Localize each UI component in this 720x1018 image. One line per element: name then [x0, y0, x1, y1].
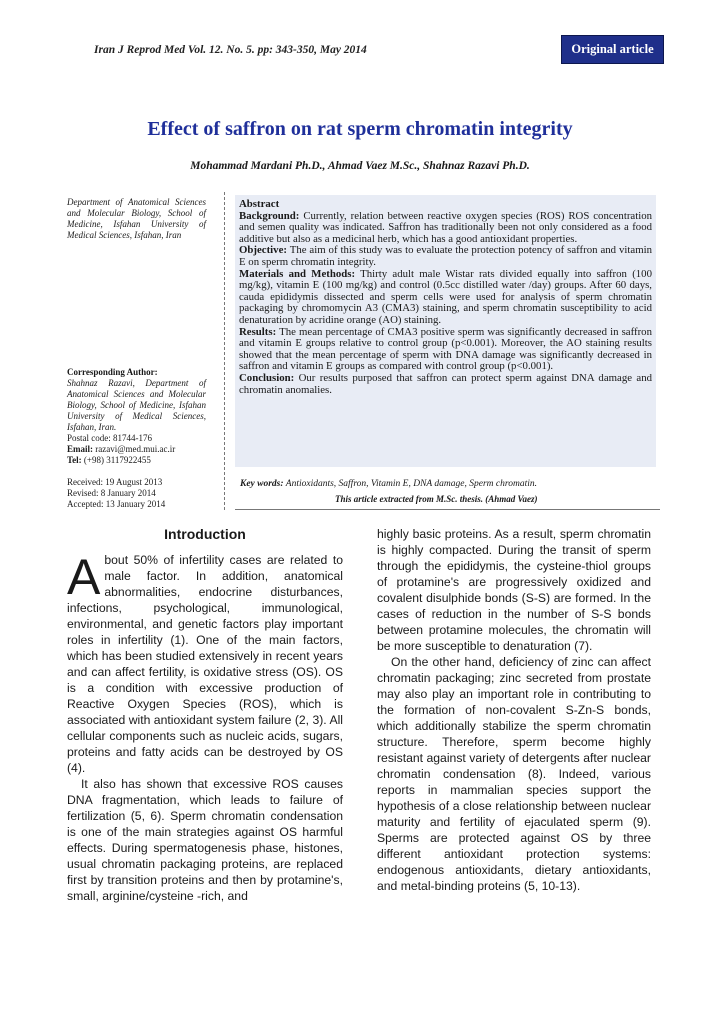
tel-row	[67, 455, 206, 466]
intro-paragraph-2: It also has shown that excessive ROS causes DNA fragmentation, which leads to failure of fertilization (5, 6). Sperm chromatin condensation is one of the main strategies against OS harmful effects. During spermatogenesis phase, histones, usual chromatin packaging proteins, are replaced first by transition proteins and then by protamine's, small, arginine/cysteine -rich, and	[67, 777, 343, 903]
intro-paragraph-3: highly basic proteins. As a result, sperm chromatin is highly compacted. During the transit of sperm through the epididymis, the cysteine-thiol groups of protamine's are progressively oxidized and covalent disulphide bonds (S-S) are formed. In the cases of reduction in the number of S-S bonds between protamine molecules, the chromatin will be more susceptible to denaturation (7).	[377, 527, 651, 653]
corresponding-author-address: Shahnaz Razavi, Department of Anatomical Sciences and Molecular Biology, School of Medicine, Isfahan University of Medical Sciences, Isfahan, Iran.	[67, 378, 206, 432]
abstract-box	[235, 195, 656, 467]
objective-label: Objective:	[239, 244, 287, 257]
postal-code: Postal code: 81744-176	[67, 433, 152, 443]
conclusion-text: Our results purposed that saffron can protect sperm against DNA damage and chromatin anomalies.	[239, 371, 652, 396]
keywords-label: Key words:	[240, 479, 284, 489]
intro-paragraph-1-text: bout 50% of infertility cases are related to male factor. In addition, anatomical abnormalities, endocrine disturbances, infections, psychological, immunological, environmental, and genetic factors play important roles in infertility (1). One of the main factors, which has been studied extensively in recent years and can affect fertility, is oxidative stress (OS). OS is a condition with excessive production of Reactive Oxygen Species (ROS), which is associated with antioxidant system failure (2, 3). All cellular components such as nucleic acids, sugars, proteins and fatty acids can be destroyed by OS (4).	[67, 553, 343, 775]
objective-text: The aim of this study was to evaluate the protection potency of saffron and vitamin E on sperm chromatin integrity.	[239, 244, 652, 268]
date-revised: Revised: 8 January 2014	[67, 488, 156, 498]
corresponding-author	[67, 367, 206, 466]
authors: Mohammad Mardani Ph.D., Ahmad Vaez M.Sc., Shahnaz Razavi Ph.D.	[190, 160, 530, 172]
date-received: Received: 19 August 2013	[67, 477, 163, 487]
abstract-results	[239, 327, 652, 373]
methods-label: Materials and Methods:	[239, 267, 356, 280]
abstract-methods	[239, 269, 652, 327]
intro-paragraph-4: On the other hand, deficiency of zinc can affect chromatin packaging; zinc secreted from prostate may also play an important role in contributing to the formation of non-covalent S-Zn-S bonds, which additionally stabilize the sperm chromatin structure. Therefore, sperm become highly resistant against variety of detergents after nuclear chromatin condensation (8). Indeed, various reports in mammalian species support the hypothesis of a close relationship between nuclear maturity and fertility of ejaculated sperm (9). Sperms are protected against OS by three different antioxidant protection systems: endogenous antioxidants, dietary antioxidants, and metal-binding proteins (5, 10-13).	[377, 655, 651, 893]
methods-text: Thirty adult male Wistar rats divided equally into saffron (100 mg/kg), vitamin E (100 mg/kg) and control (0.5cc distilled water /day) groups. After 60 days, cauda epididymis dissected and sperm cells were used for analysis of sperm chromatin packaging by chromomycin A3 (CMA3) staining, and sperm chromatin susceptibility to acid denaturation by acridine orange (AO) staining.	[239, 267, 652, 326]
journal-reference: Iran J Reprod Med Vol. 12. No. 5. pp: 343-350, May 2014	[94, 44, 367, 56]
abstract-objective	[239, 245, 652, 268]
left-text-column	[67, 549, 343, 904]
results-text: The mean percentage of CMA3 positive sperm was significantly decreased in saffron and vitamin E groups relative to control group (p<0.001). Moreover, the AO staining results showed that the mean percentage of sperm with DNA damage was significantly decreased in saffron and vitamin E groups as compared with control group (p<0.001).	[239, 325, 652, 373]
article-dates	[67, 477, 206, 510]
email-label: Email:	[67, 444, 93, 454]
conclusion-label: Conclusion:	[239, 371, 295, 384]
background-text: Currently, relation between reactive oxygen species (ROS) ROS concentration and semen quality was indicated. Saffron has traditionally been not only considered as a food additive but also as a medicinal herb, which has a good antioxidant properties.	[239, 209, 653, 245]
keywords	[240, 479, 660, 489]
tel-number: (+98) 3117922455	[83, 455, 151, 465]
introduction-heading: Introduction	[164, 526, 246, 542]
email-row	[67, 444, 206, 455]
right-text-column	[377, 526, 651, 894]
article-type-badge: Original article	[561, 35, 664, 64]
results-label: Results:	[239, 325, 277, 338]
background-label: Background:	[239, 209, 300, 222]
article-title: Effect of saffron on rat sperm chromatin integrity	[147, 118, 573, 140]
drop-cap: A	[67, 549, 101, 605]
abstract-background	[239, 211, 652, 246]
affiliation: Department of Anatomical Sciences and Molecular Biology, School of Medicine, Isfahan University of Medical Sciences, Isfahan, Iran	[67, 197, 206, 240]
abstract-heading: Abstract	[239, 198, 280, 210]
tel-label: Tel:	[67, 455, 82, 465]
section-rule	[235, 509, 660, 510]
thesis-note: This article extracted from M.Sc. thesis. (Ahmad Vaez)	[335, 494, 538, 504]
abstract-conclusion	[239, 373, 652, 396]
column-divider	[224, 192, 225, 510]
date-accepted: Accepted: 13 January 2014	[67, 499, 166, 509]
email-link[interactable]: razavi@med.mui.ac.ir	[95, 444, 176, 454]
keywords-text: Antioxidants, Saffron, Vitamin E, DNA damage, Sperm chromatin.	[285, 479, 537, 489]
corresponding-author-heading: Corresponding Author:	[67, 367, 158, 377]
intro-paragraph-1	[67, 549, 343, 776]
